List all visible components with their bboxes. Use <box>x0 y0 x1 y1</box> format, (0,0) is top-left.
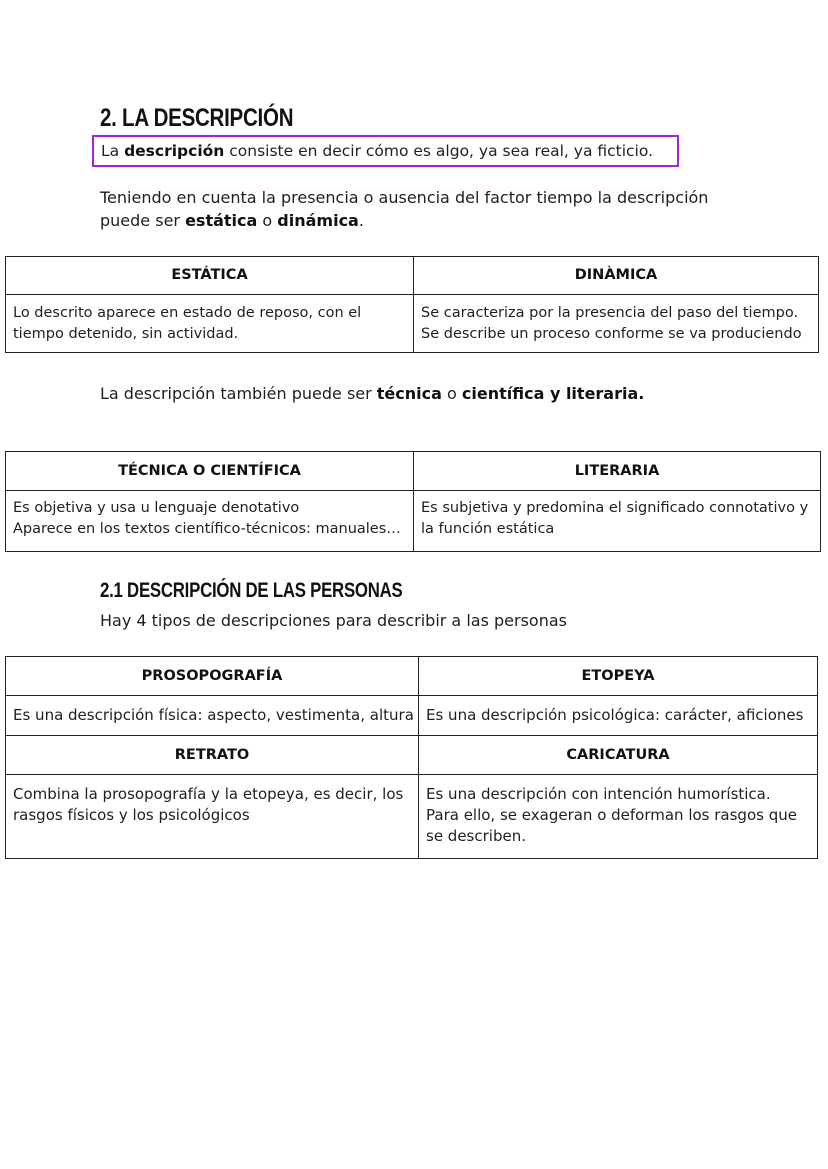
definition-bold-term: descripción <box>124 142 225 160</box>
header-caricatura: CARICATURA <box>419 736 818 775</box>
cell-etopeya: Es una descripción psicológica: carácter, aficiones <box>419 696 818 736</box>
header-prosopografia: PROSOPOGRAFÍA <box>6 657 419 696</box>
types-text-pre: La descripción también puede ser <box>100 384 377 403</box>
types-connector: o <box>441 384 462 403</box>
cell-line: la función estática <box>421 521 555 537</box>
intro-connector: o <box>257 211 278 230</box>
types-paragraph <box>100 382 644 405</box>
cell-dinamica <box>414 295 819 353</box>
cell-line: Aparece en los textos científico-técnicos: manuales… <box>13 521 401 537</box>
intro-bold-dinamica: dinámica <box>277 211 359 230</box>
cell-line: Para ello, se exageran o deforman los rasgos que <box>426 806 797 824</box>
cell-line: Lo descrito aparece en estado de reposo, con el <box>13 305 362 321</box>
table-estatica-dinamica <box>5 256 819 353</box>
header-estatica: ESTÁTICA <box>6 257 414 295</box>
types-bold-cientifica: científica y literaria. <box>461 384 645 403</box>
table-tecnica-literaria <box>5 451 821 552</box>
intro-line-1: Teniendo en cuenta la presencia o ausencia del factor tiempo la descripción <box>100 188 709 207</box>
cell-line: Se caracteriza por la presencia del paso del tiempo. <box>421 305 799 321</box>
cell-line: Es subjetiva y predomina el significado connotativo y <box>421 500 809 516</box>
header-etopeya: ETOPEYA <box>419 657 818 696</box>
cell-line: Combina la prosopografía y la etopeya, es decir, los <box>13 785 404 803</box>
cell-caricatura <box>419 775 818 859</box>
cell-literaria <box>414 491 821 552</box>
intro-bold-estatica: estática <box>185 211 258 230</box>
cell-line: se describen. <box>426 827 526 845</box>
header-retrato: RETRATO <box>6 736 419 775</box>
cell-estatica <box>6 295 414 353</box>
table-tipos-personas <box>5 656 818 859</box>
cell-retrato <box>6 775 419 859</box>
definition-text-post: consiste en decir cómo es algo, ya sea real, ya ficticio. <box>224 142 653 160</box>
intro-period: . <box>358 211 364 230</box>
section-title-descripcion: 2. LA DESCRIPCIÓN <box>100 104 294 132</box>
cell-tecnica <box>6 491 414 552</box>
cell-line: Es una descripción con intención humorística. <box>426 785 771 803</box>
intro-line-2-pre: puede ser <box>100 211 186 230</box>
header-dinamica: DINÀMICA <box>414 257 819 295</box>
types-bold-tecnica: técnica <box>376 384 442 403</box>
definition-text-pre: La <box>101 142 125 160</box>
cell-line: Se describe un proceso conforme se va produciendo <box>421 326 802 342</box>
personas-intro: Hay 4 tipos de descripciones para describir a las personas <box>100 611 567 630</box>
cell-line: Es objetiva y usa u lenguaje denotativo <box>13 500 300 516</box>
cell-line: rasgos físicos y los psicológicos <box>13 806 250 824</box>
cell-prosopografia: Es una descripción física: aspecto, vestimenta, altura <box>6 696 419 736</box>
header-literaria: LITERARIA <box>414 452 821 491</box>
header-tecnica: TÉCNICA O CIENTÍFICA <box>6 452 414 491</box>
intro-paragraph <box>100 186 740 232</box>
cell-line: tiempo detenido, sin actividad. <box>13 326 239 342</box>
section-title-personas: 2.1 DESCRIPCIÓN DE LAS PERSONAS <box>100 579 403 602</box>
definition-highlight-box <box>92 135 679 167</box>
